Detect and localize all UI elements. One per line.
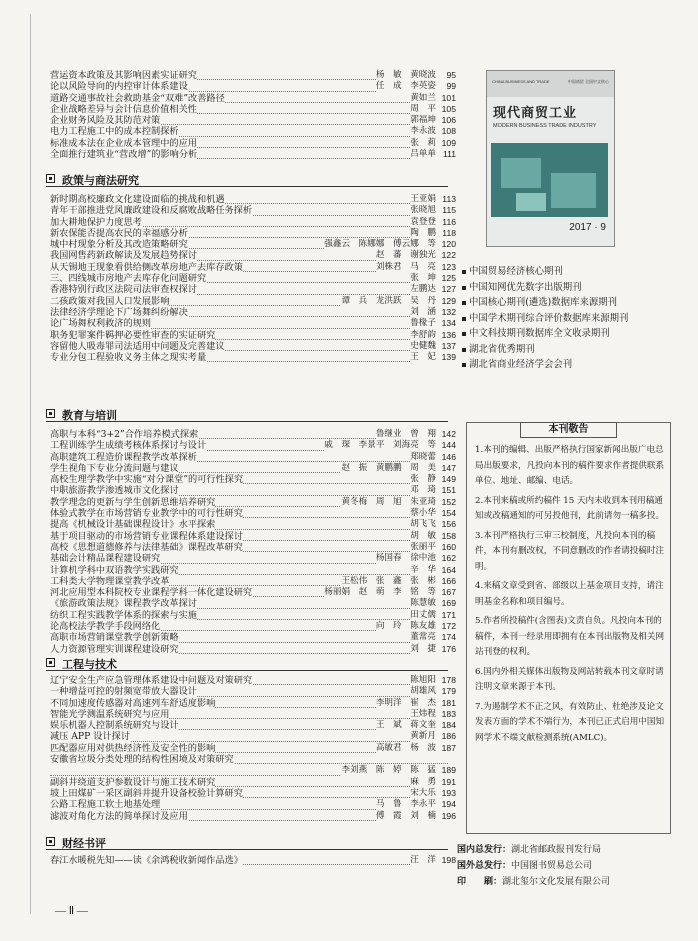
toc-entry-page: 99 (436, 81, 456, 92)
toc-entry-title: 学生视角下专业分流问题与建议 (50, 462, 179, 474)
toc-entry-title: 加大耕地保护力度思考 (50, 216, 142, 228)
section-heading-eng (46, 656, 448, 671)
toc-entry-authors: 吕单单 (410, 149, 436, 160)
toc-entry-page: 129 (436, 296, 456, 307)
toc-entry-title: 基于项目驱动的市场营销专业课程体系建设探讨 (50, 530, 243, 542)
index-badge-label: 湖北省商业经济学会会刊 (469, 359, 573, 370)
toc-entry-authors: 郭福坤 (410, 115, 436, 126)
toc-entry-page: 139 (436, 352, 456, 363)
toc-entry-page: 179 (436, 686, 456, 697)
toc-entry-authors: 赵 蕃 谢独光 (375, 250, 436, 261)
toc-entry-authors: 袁登登 (410, 216, 436, 227)
toc-entry-page: 132 (436, 307, 456, 318)
toc-entry-title: 专业分包工程验收义务主体之现实考量 (50, 352, 207, 364)
toc-entry (50, 776, 456, 788)
notice-paragraph: 5.作者所投稿件(含图表)文责自负。凡投向本刊的稿件，本刊一经录用即拥有在本刊出版物及相关网站刊登的权利。 (475, 616, 665, 657)
page-edge-rule (30, 14, 31, 914)
toc-entry (50, 787, 456, 799)
toc-entry-title: 工程训练学生成绩考核体系探讨与设计 (50, 440, 207, 452)
toc-entry-title: 春江水暖税先知——读《余鸿税收新闻作品选》 (50, 855, 243, 866)
toc-entry-authors: 麻 勇 (410, 776, 436, 787)
toc-entry (50, 194, 456, 205)
toc-entry-title: 二孩政策对我国人口发展影响 (50, 295, 170, 307)
toc-entry-authors: 黄如兰 (410, 92, 436, 103)
toc-entry-authors: 胡雄风 (410, 686, 436, 697)
toc-entry-title: 减压 APP 设计探讨 (50, 731, 130, 743)
toc-entry (50, 621, 456, 633)
toc-entry (50, 564, 456, 576)
section-square-icon (46, 409, 55, 418)
toc-entry-title: 娱乐机器人控制系统研究与设计 (50, 720, 179, 732)
toc-entry-title: 滤波对角化方法的简单探讨及应用 (50, 810, 188, 822)
toc-entry (50, 609, 456, 621)
toc-entry (50, 149, 456, 161)
toc-entry (50, 598, 456, 610)
index-badge (462, 295, 662, 311)
toc-entry-title: 论以风险导向的内控审计体系建设 (50, 81, 188, 93)
toc-entry-authors: 张 静 (410, 474, 436, 485)
notice-paragraph: 4.来稿文章受到省、部级以上基金项目支持，请注明基金名称和项目编号。 (475, 581, 664, 607)
toc-entry-group (50, 855, 456, 866)
toc-entry-title: 法律经济学理论下广场舞纠纷解决 (50, 306, 188, 318)
toc-entry-page: 196 (436, 811, 456, 822)
toc-entry-authors: 马 鲁 李永平 (375, 799, 436, 810)
toc-entry-authors: 王亚娟 (410, 194, 436, 204)
toc-entry-title: 计算机学科中双语教学实践研究 (50, 564, 179, 576)
toc-entry-authors: 陈慧敏 (410, 598, 436, 609)
toc-entry-page: 144 (436, 440, 456, 451)
toc-entry (50, 553, 456, 565)
toc-entry-authors: 张晓旭 (410, 205, 436, 216)
index-badge (462, 280, 662, 296)
cover-image (491, 143, 608, 217)
toc-entry (50, 284, 456, 296)
toc-entry-title: 河北应用型本科院校专业课程学科一体化建设研究 (50, 587, 253, 599)
toc-entry-page: 166 (436, 576, 456, 587)
toc-entry-title: 中职旅游教学渗透城市文化探讨 (50, 485, 179, 497)
toc-entry-page: 154 (436, 508, 456, 519)
toc-entry-title: 企业财务风险及其防范对策 (50, 115, 161, 127)
toc-entry-page: 113 (436, 194, 456, 205)
index-badge (462, 264, 662, 280)
cover-issue-number: 2017 · 9 (569, 222, 606, 233)
toc-entry (50, 103, 456, 115)
toc-entry (50, 496, 456, 508)
index-badge (462, 357, 662, 373)
toc-entry-page: 127 (436, 284, 456, 295)
toc-entry (50, 754, 448, 765)
toc-entry (50, 318, 456, 330)
toc-entry-authors: 赵 振 黄鹏鹏 周 美 (341, 462, 436, 473)
toc-entry-authors: 黄冬梅 周 旭 朱亚琦 (341, 496, 436, 507)
index-badge (462, 326, 662, 342)
toc-entry-authors: 杨 敏 黄晓波 (375, 70, 436, 80)
toc-entry-authors: 刘 涵 (410, 306, 436, 317)
toc-entry-title: 纺织工程实践教学体系的探索与实施 (50, 609, 197, 621)
toc-entry-authors: 鲁椽子 (410, 318, 436, 329)
toc-entry-page: 149 (436, 474, 456, 485)
section-title: 教育与培训 (62, 409, 117, 422)
toc-entry (50, 697, 456, 709)
distribution-label: 国内总发行： (457, 845, 512, 855)
notice-paragraph: 6.国内外相关媒体出版物及网站转载本刊文章时请注明文章来源于本刊。 (475, 666, 664, 692)
toc-entry-page: 116 (436, 217, 456, 228)
section-heading-review (46, 835, 448, 850)
toc-entry (50, 474, 456, 486)
toc-entry-page: 183 (436, 709, 456, 720)
toc-entry-page: 137 (436, 341, 456, 352)
toc-entry-page: 142 (436, 429, 456, 440)
toc-entry-page: 115 (436, 205, 456, 216)
toc-entry-title: 论高校法学教学手段网络化 (50, 621, 161, 633)
toc-entry (50, 205, 456, 217)
toc-entry-authors: 强鑫云 陈娜娜 傅云娜 等 (324, 239, 436, 250)
toc-entry-authors: 汪 洋 (410, 855, 436, 865)
toc-entry-title: 香港特别行政区法院司法审查权探讨 (50, 284, 197, 296)
toc-entry (50, 810, 456, 822)
toc-entry (50, 686, 456, 698)
toc-entry-page: 171 (436, 610, 456, 621)
toc-entry-page: 101 (436, 93, 456, 104)
toc-entry (50, 227, 456, 239)
toc-entry-title: 工科类大学物理课堂教学改革 (50, 575, 170, 587)
toc-entry-group (50, 675, 456, 822)
toc-entry-authors: 张 莉 (410, 137, 436, 148)
distribution-line (457, 842, 601, 855)
toc-entry-title: 三、四线城市房地产去库存化问题研究 (50, 273, 207, 285)
toc-entry-title: 道路交通事故社会救助基金“双难”改善路径 (50, 92, 225, 104)
toc-entry (50, 273, 456, 285)
toc-entry-authors: 蔡小华 (410, 508, 436, 519)
toc-entry-page: 136 (436, 330, 456, 341)
section-rule (46, 186, 448, 187)
toc-entry-page: 194 (436, 799, 456, 810)
toc-entry (50, 632, 456, 644)
toc-entry-authors: 王炜程 (410, 708, 436, 719)
notice-paragraph: 3.本刊严格执行三审三校制度，凡投向本刊的稿件，本刊有删改权，不同意删改的作者请投稿时注明。 (475, 530, 665, 572)
toc-entry-authors: 左鹏达 (410, 284, 436, 295)
toc-entry-title: 不同加速度传感器对高速列车舒适度影响 (50, 697, 216, 709)
section-rule (46, 421, 448, 422)
toc-entry-page: 193 (436, 788, 456, 799)
section-title: 工程与技术 (62, 658, 117, 671)
toc-entry-title: 新时期高校廉政文化建设面临的挑战和机遇 (50, 194, 225, 205)
toc-entry-authors: 任 成 李英姿 (375, 81, 436, 92)
toc-entry (50, 708, 456, 720)
toc-entry-title: 企业战略差异与会计信息价值相关性 (50, 103, 197, 115)
toc-entry (50, 508, 456, 520)
toc-entry-title: 从天锡地王现象看供给侧改革房地产去库存政策 (50, 261, 243, 273)
toc-entry-authors: 高敏君 杨 波 (375, 742, 436, 753)
toc-entry-title: 全面推行建筑业“营改增”的影响分析 (50, 149, 198, 161)
toc-entry-title: 坡上田煤矿一采区副斜井提升设备校验计算研究 (50, 787, 243, 799)
section-rule (46, 849, 448, 850)
toc-entry-authors: 王 斌 蒋文奎 (375, 720, 436, 731)
toc-entry-title: 《旅游政策法规》课程教学改革探讨 (50, 598, 197, 610)
index-badge-label: 中国知网优先数字出版期刊 (469, 281, 582, 293)
toc-entry (50, 742, 456, 754)
toc-entry-authors: 王 妃 (410, 352, 436, 363)
section-rule (46, 670, 448, 671)
toc-entry-authors: 鲁继业 曾 翔 (375, 429, 436, 439)
toc-entry-title: 高校生理学教学中实施“对分课堂”的可行性探究 (50, 474, 244, 486)
section-square-icon (46, 837, 55, 846)
notice-title: 本刊敬告 (520, 422, 617, 438)
index-badge-label: 中国核心期刊(遴选)数据库来源期刊 (469, 297, 617, 308)
toc-entry-authors: 郑晓蕾 (410, 451, 436, 462)
toc-entry-title: 公路工程施工软土地基处理 (50, 799, 161, 811)
toc-entry-authors: 胡飞飞 (410, 519, 436, 530)
toc-entry-title: 高职市场营销课堂教学创新策略 (50, 632, 179, 644)
toc-entry (50, 643, 456, 655)
toc-entry-authors: 向 玲 陈友雄 (375, 621, 436, 632)
toc-entry-title: 智能光学测温系统研究与应用 (50, 708, 170, 720)
toc-entry-title: 一种增益可控的射频宽带放大器设计 (50, 686, 197, 698)
toc-entry (50, 329, 456, 341)
toc-entry-authors: 杨国春 徐中池 (375, 553, 436, 564)
index-badges (462, 264, 662, 373)
toc-entry-title: 论广场舞权利救济的规则 (50, 318, 152, 330)
toc-entry-authors: 张 坤 (410, 273, 436, 284)
toc-entry-page: 158 (436, 531, 456, 542)
notice-body (475, 443, 665, 750)
toc-entry (50, 239, 456, 251)
index-badge-label: 中国贸易经济核心期刊 (469, 266, 563, 277)
toc-entry (50, 451, 456, 463)
toc-entry (50, 261, 456, 273)
index-badge (462, 342, 662, 358)
toc-entry-page: 151 (436, 485, 456, 496)
toc-entry-title: 青年干部推进党风廉政建设和反腐败战略任务探析 (50, 205, 253, 217)
toc-entry-title: 高职与本科“3+2”合作培养模式探索 (50, 429, 199, 440)
toc-entry (50, 485, 456, 497)
toc-entry-page: 109 (436, 138, 456, 149)
toc-entry-page: 191 (436, 777, 456, 788)
toc-entry-authors: 张丽平 (410, 541, 436, 552)
toc-entry (50, 70, 456, 81)
toc-entry-title: 高校《思想道德修养与法律基础》课程改革研究 (50, 541, 243, 553)
toc-entry-title: 我国网售药新政解读及发展趋势探讨 (50, 250, 197, 262)
toc-entry-page: 118 (436, 228, 456, 239)
distribution-value: 湖北玺尔文化发展有限公司 (502, 877, 611, 887)
toc-entry-page: 186 (436, 731, 456, 742)
distribution-line (457, 858, 592, 871)
distribution-value: 中国图书贸易总公司 (511, 861, 593, 871)
index-badge-label: 中国学术期刊综合评价数据库来源期刊 (469, 312, 629, 324)
toc-entry (50, 855, 456, 866)
toc-entry-authors: 周 平 (410, 103, 436, 114)
toc-entry-title: 容留他人吸毒罪司法适用中问题及完善建议 (50, 340, 225, 352)
toc-entry-page: 160 (436, 542, 456, 553)
distribution-label: 国外总发行： (457, 861, 512, 871)
toc-entry-group (50, 194, 456, 364)
toc-entry-authors: 李刘燕 陈 婷 陈 猛 (341, 765, 436, 776)
toc-entry (50, 81, 456, 93)
toc-entry-page: 187 (436, 743, 456, 754)
toc-entry (50, 530, 456, 542)
toc-entry-page: 189 (436, 765, 456, 776)
distribution-line (457, 874, 610, 887)
toc-entry-page: 167 (436, 587, 456, 598)
toc-entry-title: 标准成本法在企业成本管理中的应用 (50, 137, 197, 149)
toc-entry-title: 高职建筑工程造价课程教学改革探析 (50, 451, 197, 463)
toc-entry-title: 匹配器应用对供热经济性及安全性的影响 (50, 742, 216, 754)
toc-entry-page: 156 (436, 519, 456, 530)
section-heading-edu (46, 407, 448, 422)
toc-entry-authors: 刘株君 马 亮 (375, 261, 436, 272)
page-number: — Ⅱ — (55, 905, 88, 917)
toc-entry-page: 125 (436, 273, 456, 284)
toc-entry-page: 108 (436, 126, 456, 137)
toc-entry-page: 164 (436, 565, 456, 576)
index-badge (462, 311, 662, 327)
toc-entry-page: 106 (436, 115, 456, 126)
cover-small-text-left: CHINA BUSINESS AND TRADE (492, 79, 550, 84)
toc-entry-authors: 史健魏 (410, 340, 436, 351)
toc-entry (50, 440, 456, 452)
toc-entry (50, 92, 456, 104)
toc-entry (50, 340, 456, 352)
toc-entry-title: 副斜井绕道支护参数设计与施工技术研究 (50, 776, 216, 788)
toc-entry-page: 172 (436, 621, 456, 632)
section-square-icon (46, 174, 55, 183)
toc-entry-authors: 陶 鹏 (410, 227, 436, 238)
toc-entry-page: 134 (436, 318, 456, 329)
toc-entry (50, 765, 456, 776)
toc-entry-page: 176 (436, 644, 456, 655)
toc-entry-title: 电力工程施工中的成本控制探析 (50, 126, 179, 138)
toc-entry-authors: 谭 兵 龙洪跃 吴 丹 (341, 295, 436, 306)
toc-entry-page: 174 (436, 632, 456, 643)
toc-entry-title: 体验式教学在市场营销专业教学中的可行性研究 (50, 508, 243, 520)
toc-entry-group (50, 429, 456, 655)
toc-entry-authors: 陈旭阳 (410, 675, 436, 685)
editorial-notice-box (466, 422, 671, 834)
toc-entry (50, 720, 456, 732)
toc-entry (50, 216, 456, 228)
cover-small-text-right: 中国商贸 全国中文核心 (567, 79, 609, 84)
toc-entry (50, 541, 456, 553)
toc-entry-title: 城中村现象分析及其改造策略研究 (50, 239, 188, 251)
toc-entry-page: 162 (436, 553, 456, 564)
toc-entry-title: 提高《机械设计基础课程设计》水平探索 (50, 519, 216, 531)
toc-entry-page: 152 (436, 497, 456, 508)
toc-entry (50, 799, 456, 811)
magazine-cover (486, 70, 615, 247)
toc-entry (50, 675, 456, 686)
toc-entry-group (50, 70, 456, 161)
notice-paragraph: 1.本刊的编辑、出版严格执行国家新闻出版广电总局出版要求，凡投向本刊的稿件要求作者提供联系单位、地址、邮编、电话。 (475, 445, 665, 486)
toc-entry-page: 111 (436, 149, 456, 160)
toc-entry (50, 462, 456, 474)
toc-entry-page: 95 (436, 70, 456, 81)
toc-entry-title: 职务犯罪案件羁押必要性审查的实证研究 (50, 329, 216, 341)
toc-entry-title: 人力资源管理实训课程建设研究 (50, 643, 179, 655)
toc-entry (50, 115, 456, 127)
toc-entry-title: 辽宁安全生产应急管理体系建设中问题及对策研究 (50, 675, 253, 686)
cover-english-title: MODERN BUSINESS TRADE INDUSTRY (493, 123, 597, 129)
toc-entry-authors: 田丈儒 (410, 609, 436, 620)
section-title: 政策与商法研究 (62, 174, 139, 187)
toc-entry-authors: 刘 捷 (410, 643, 436, 654)
toc-entry-title: 营运资本政策及其影响因素实证研究 (50, 70, 197, 81)
toc-entry-authors: 戚 琛 李景平 刘海亮 等 (324, 440, 436, 451)
toc-entry-authors: 邓 琦 (410, 485, 436, 496)
toc-entry-page: 123 (436, 262, 456, 273)
toc-entry-page: 120 (436, 239, 456, 250)
toc-entry-page: 122 (436, 250, 456, 261)
section-title: 财经书评 (62, 837, 106, 850)
toc-entry-authors: 宋大乐 (410, 787, 436, 798)
toc-entry-authors: 李舒韵 (410, 329, 436, 340)
toc-entry-authors: 杨丽娟 赵 萌 李 铭 等 (324, 587, 436, 598)
toc-entry-page: 147 (436, 463, 456, 474)
section-square-icon (46, 658, 55, 667)
distribution-value: 湖北省邮政报刊发行局 (511, 845, 602, 855)
section-heading-law (46, 172, 448, 187)
toc-entry-authors: 李永波 (410, 126, 436, 137)
toc-entry-title: 教学理念的更新与学生创新思维培养研究 (50, 496, 216, 508)
toc-entry-authors: 李明洋 崔 杰 (375, 697, 436, 708)
toc-entry (50, 587, 456, 599)
index-badge-label: 湖北省优秀期刊 (469, 343, 535, 355)
toc-entry-authors: 傅 霞 刘 楠 (375, 810, 436, 821)
toc-entry (50, 429, 456, 440)
toc-entry-title: 基础会计精品课程建设研究 (50, 553, 161, 565)
toc-entry (50, 250, 456, 262)
toc-entry-authors: 黄新月 (410, 731, 436, 742)
toc-entry-authors: 王松伟 张 鑫 张 彬 (341, 575, 436, 586)
toc-entry (50, 519, 456, 531)
notice-paragraph: 7.为遏制学术不正之风，有效防止、杜绝涉及论文发表方面的学术不端行为，本刊已正式启用中国知网学术不端文献检测系统(AMLC)。 (475, 701, 665, 743)
notice-paragraph: 2.本刊来稿或所约稿件 15 天内未收到本刊用稿通知或改稿通知的可另投他刊，此前请勿一稿多投。 (475, 495, 665, 521)
toc-entry (50, 126, 456, 138)
toc-entry (50, 352, 456, 364)
distribution-label: 印 刷： (457, 877, 503, 887)
toc-entry (50, 731, 456, 743)
cover-title: 现代商贸工业 (493, 106, 578, 121)
toc-entry (50, 295, 456, 307)
toc-entry-authors: 辛 华 (410, 564, 436, 575)
toc-entry-page: 198 (436, 855, 456, 866)
toc-entry-page: 178 (436, 675, 456, 686)
toc-entry-page: 105 (436, 104, 456, 115)
toc-entry-page: 169 (436, 598, 456, 609)
toc-entry-page: 146 (436, 452, 456, 463)
toc-entry (50, 306, 456, 318)
toc-entry-page: 184 (436, 720, 456, 731)
toc-entry (50, 575, 456, 587)
index-badge-label: 中文科技期刊数据库全文收录期刊 (469, 328, 610, 339)
toc-entry-title: 新农保能否提高农民的幸福感分析 (50, 227, 188, 239)
toc-entry (50, 137, 456, 149)
toc-entry-title: 安徽省垃圾分类处理的结构性困境及对策研究 (50, 754, 234, 766)
toc-entry-authors: 董常亮 (410, 632, 436, 643)
toc-entry-authors: 胡 敏 (410, 530, 436, 541)
toc-entry-page: 181 (436, 698, 456, 709)
